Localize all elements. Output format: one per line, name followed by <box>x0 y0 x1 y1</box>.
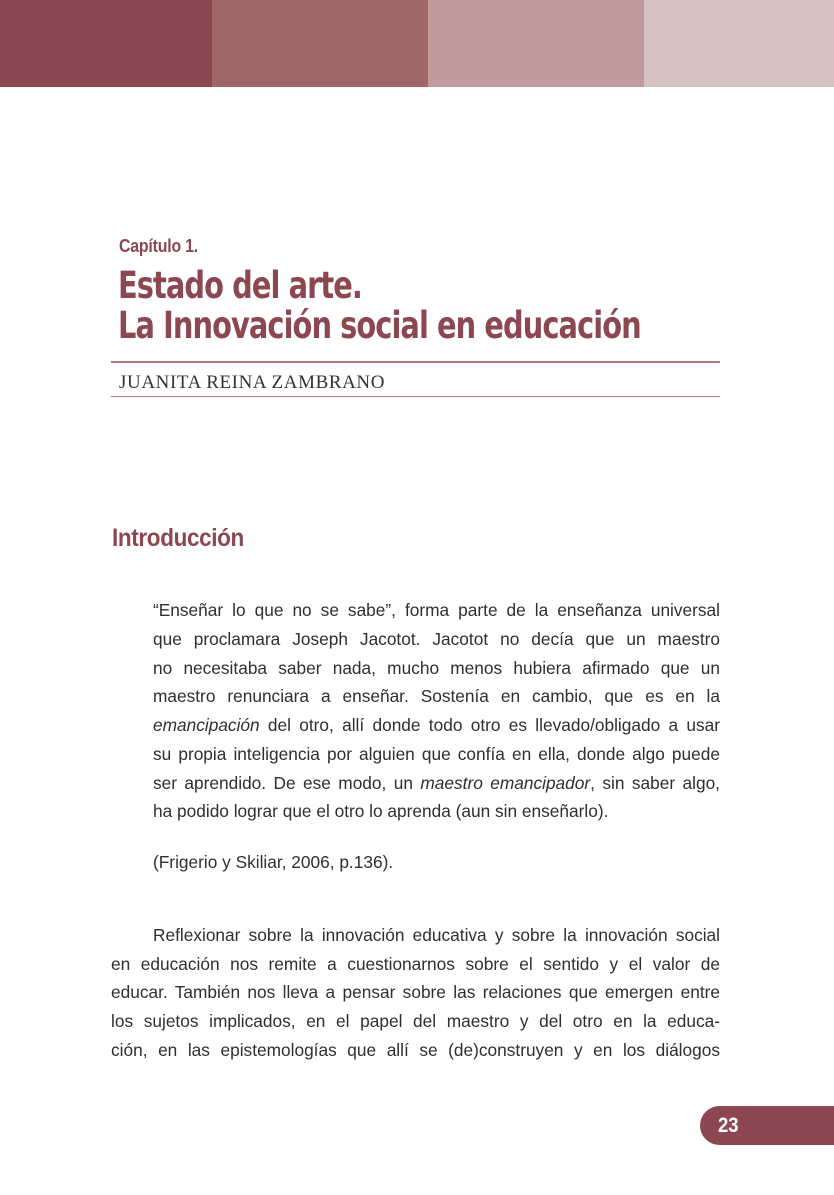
section-heading: Introducción <box>112 524 244 552</box>
decorative-color-bar <box>0 0 834 87</box>
divider-top <box>111 361 720 363</box>
chapter-title-line: Estado del arte. <box>118 264 362 307</box>
chapter-label: Capítulo 1. <box>119 236 199 256</box>
quote-line: su propia inteligencia por alguien que confía en ella, donde algo puede <box>153 744 720 764</box>
body-line: educar. También nos lleva a pensar sobre las relaciones que emergen entre <box>111 982 720 1002</box>
page-number: 23 <box>718 1113 739 1137</box>
emphasis: maestro emancipador <box>420 773 591 793</box>
color-bar-segment <box>212 0 428 87</box>
quote-line: no necesitaba saber nada, mucho menos hubiera afirmado que un <box>153 658 720 678</box>
quote-line: emancipación del otro, allí donde todo otro es llevado/obligado a usar <box>153 715 720 735</box>
body-line: Reflexionar sobre la innovación educativa y sobre la innovación social <box>153 925 720 945</box>
body-line: ción, en las epistemologías que allí se (de)construyen y en los diálogos <box>111 1040 720 1060</box>
quote-line: maestro renunciara a enseñar. Sostenía en cambio, que es en la <box>153 686 720 706</box>
body-line: en educación nos remite a cuestionarnos sobre el sentido y el valor de <box>111 954 720 974</box>
quote-line: “Enseñar lo que no se sabe”, forma parte de la enseñanza universal <box>153 600 720 620</box>
author-name: JUANITA REINA ZAMBRANO <box>119 372 386 393</box>
chapter-title-line: La Innovación social en educación <box>118 304 641 347</box>
quote-line: ser aprendido. De ese modo, un maestro emancipador, sin saber algo, <box>153 773 720 793</box>
quote-line: ha podido lograr que el otro lo aprenda (aun sin enseñarlo). <box>153 801 609 821</box>
color-bar-segment <box>0 0 212 87</box>
body-line: los sujetos implicados, en el papel del maestro y del otro en la educa- <box>111 1011 720 1031</box>
quote-citation: (Frigerio y Skiliar, 2006, p.136). <box>153 852 394 872</box>
chapter-title <box>118 266 641 346</box>
emphasis: emancipación <box>153 715 260 735</box>
divider-bottom <box>111 396 720 397</box>
color-bar-segment <box>644 0 834 87</box>
quote-line: que proclamara Joseph Jacotot. Jacotot no decía que un maestro <box>153 629 720 649</box>
page-number-tab <box>700 1106 834 1145</box>
color-bar-segment <box>428 0 644 87</box>
